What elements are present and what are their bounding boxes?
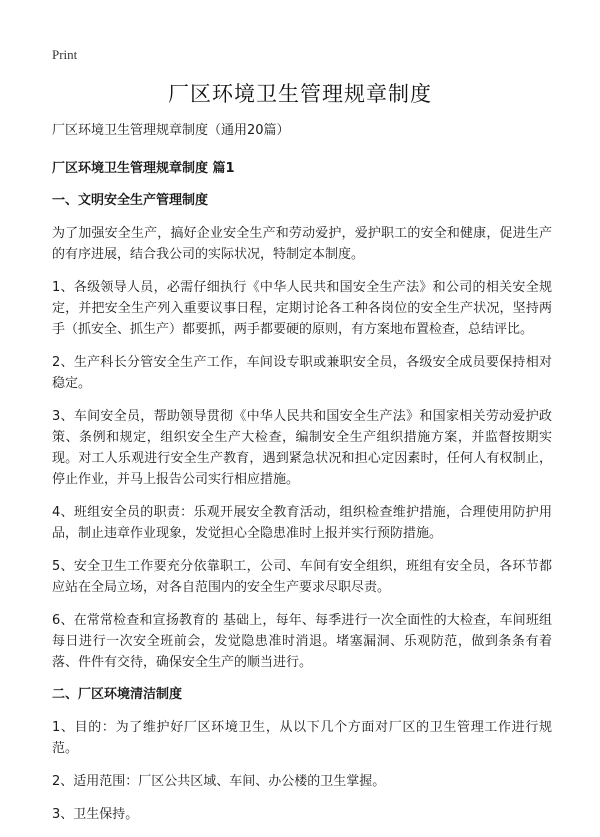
paragraph: 2、适用范围：厂区公共区域、车间、办公楼的卫生掌握。 (52, 774, 386, 789)
paragraph: 3、卫生保持。 (52, 807, 139, 822)
paragraph: 为了加强安全生产，搞好企业安全生产和劳动爱护，爱护职工的安全和健康，促进生产的有序进展，结合我公司的实际状况，特制定本制度。 (52, 226, 552, 262)
paragraph: 1、目的：为了维护好厂区环境卫生，从以下几个方面对厂区的卫生管理工作进行规范。 (52, 720, 552, 756)
section-heading-1: 一、文明安全生产管理制度 (52, 193, 209, 208)
paragraph: 6、在常常检查和宣扬教育的 基础上，每年、每季进行一次全面性的大检查，车间班组每日进行一次安全班前会，发觉隐患准时消退。堵塞漏洞、乐观防范，做到条条有着落、件件有交待，确保安全生产的顺当进行。 (52, 613, 552, 670)
paragraph: 2、生产科长分管安全生产工作，车间设专职或兼职安全员，各级安全成员要保持相对稳定。 (52, 355, 552, 391)
page-title: 厂区环境卫生管理规章制度 (168, 82, 432, 106)
article-heading: 厂区环境卫生管理规章制度 篇1 (52, 161, 235, 176)
paragraph: 5、安全卫生工作要充分依靠职工，公司、车间有安全组织，班组有安全员，各环节都应站在全局立场，对各自范围内的安全生产要求尽职尽责。 (52, 559, 552, 595)
paragraph: 1、各级领导人员，必需仔细执行《中华人民共和国安全生产法》和公司的相关安全规定，并把安全生产列入重要议事日程，定期讨论各工种各岗位的安全生产状况，坚持两手（抓安全、抓生产）都要抓，两手都要硬的原则，有方案地布置检查，总结评比。 (52, 280, 552, 337)
document-subtitle: 厂区环境卫生管理规章制度（通用20篇） (52, 123, 290, 138)
paragraph: 3、车间安全员，帮助领导贯彻《中华人民共和国安全生产法》和国家相关劳动爱护政策、条例和规定，组织安全生产大检查，编制安全生产组织措施方案，并监督按期实现。对工人乐观进行安全生产教育，遇到紧急状况和担心定因素时，任何人有权制止，停止作业，并马上报告公司实行相应措施。 (52, 409, 552, 487)
section-heading-2: 二、厂区环境清洁制度 (52, 687, 183, 702)
paragraph: 4、班组安全员的职责：乐观开展安全教育活动，组织检查维护措施，合理使用防护用品，制止违章作业现象，发觉担心全隐患准时上报并实行预防措施。 (52, 505, 552, 541)
print-label[interactable]: Print (52, 47, 78, 62)
document-body (52, 121, 552, 837)
